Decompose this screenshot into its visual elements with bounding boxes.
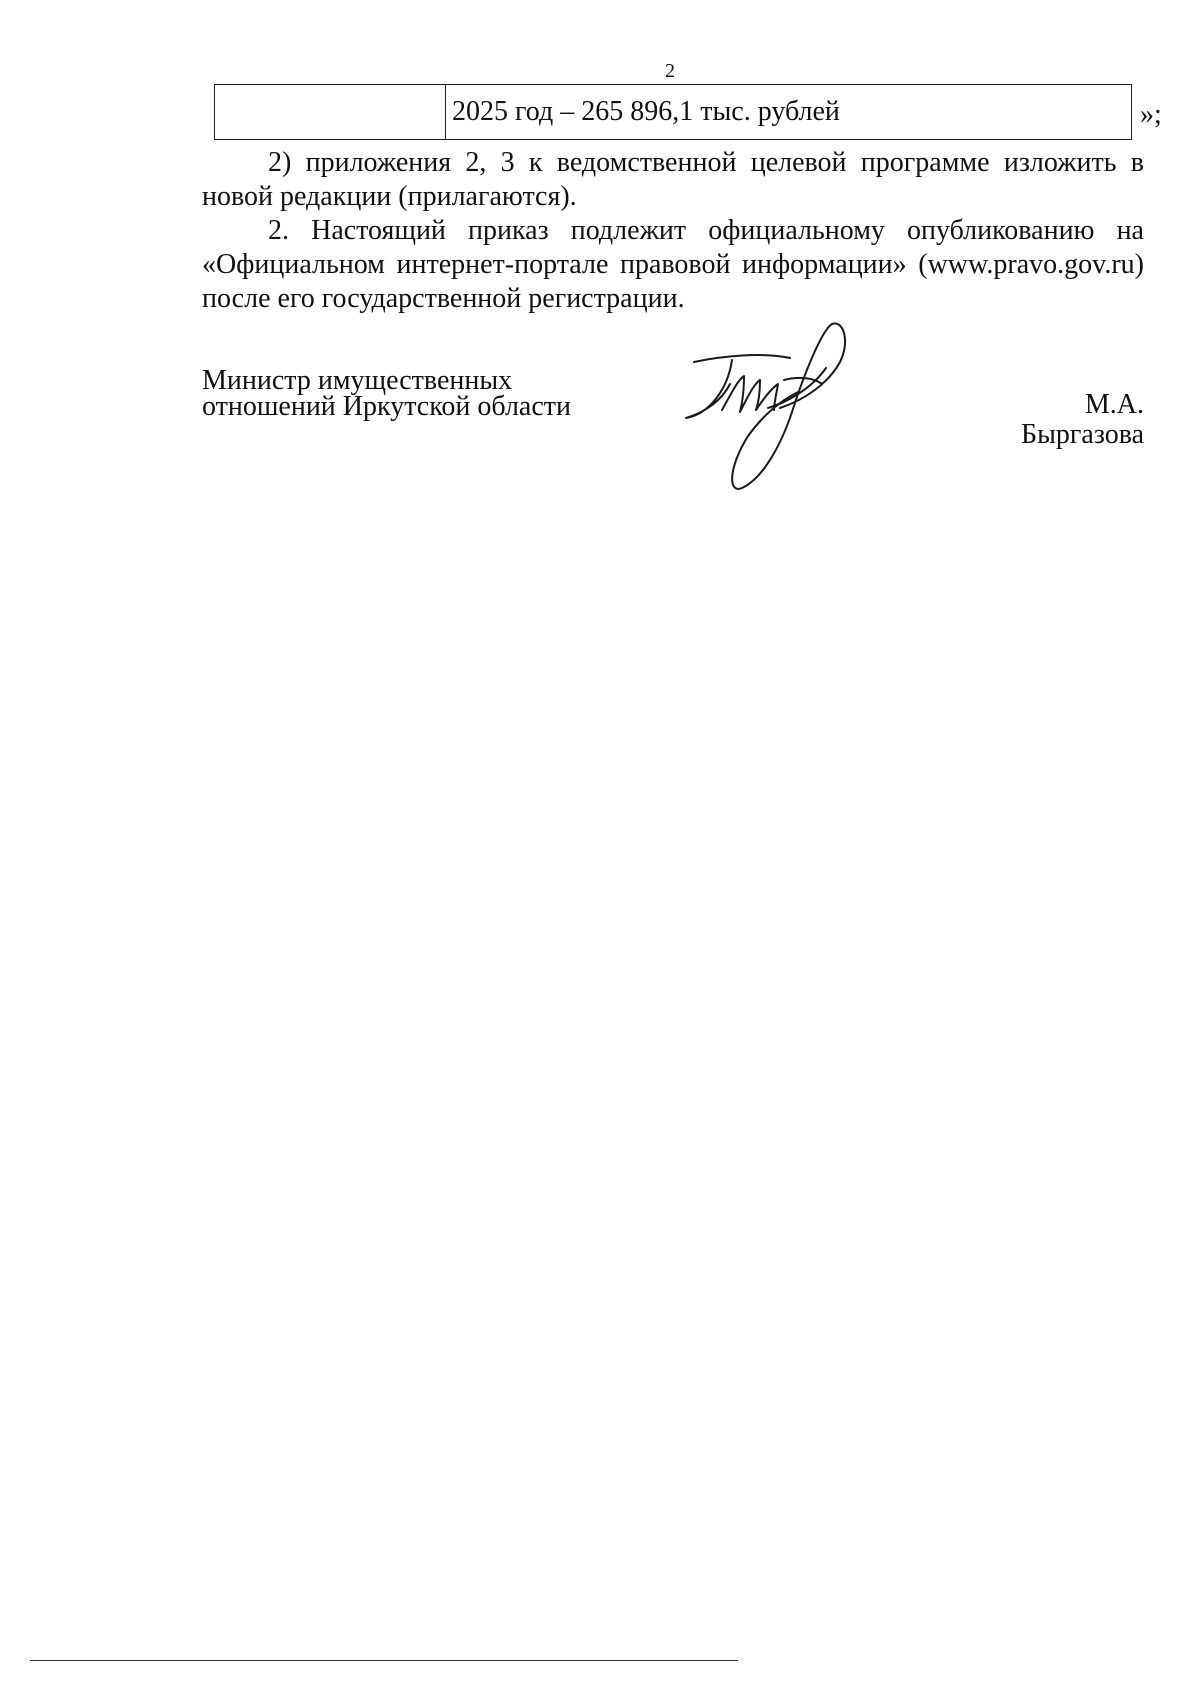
signature-image [672, 318, 872, 508]
signer-name: М.А. Быргазова [1021, 389, 1144, 450]
table-row [215, 85, 1132, 140]
signer-position [202, 365, 571, 422]
paragraph-appendices: 2) приложения 2, 3 к ведомственной целевой программе изложить в новой редакции (прилагаются). [202, 147, 1144, 212]
page-number: 2 [665, 60, 675, 82]
signer-position-line: отношений Иркутской области [202, 391, 571, 422]
body-text [202, 146, 1144, 316]
footer-divider [30, 1660, 738, 1661]
closing-quote: »; [1140, 99, 1162, 130]
signer-position-line: Министр имущественных [202, 365, 513, 396]
table-empty-cell [215, 85, 446, 140]
paragraph-publication: 2. Настоящий приказ подлежит официальному опубликованию на «Официальном интернет-портале правовой информации» (www.pravo.gov.ru) после его государственной регистрации. [202, 215, 1144, 314]
table-value-cell: 2025 год – 265 896,1 тыс. рублей [446, 85, 1132, 140]
budget-table [214, 84, 1132, 140]
